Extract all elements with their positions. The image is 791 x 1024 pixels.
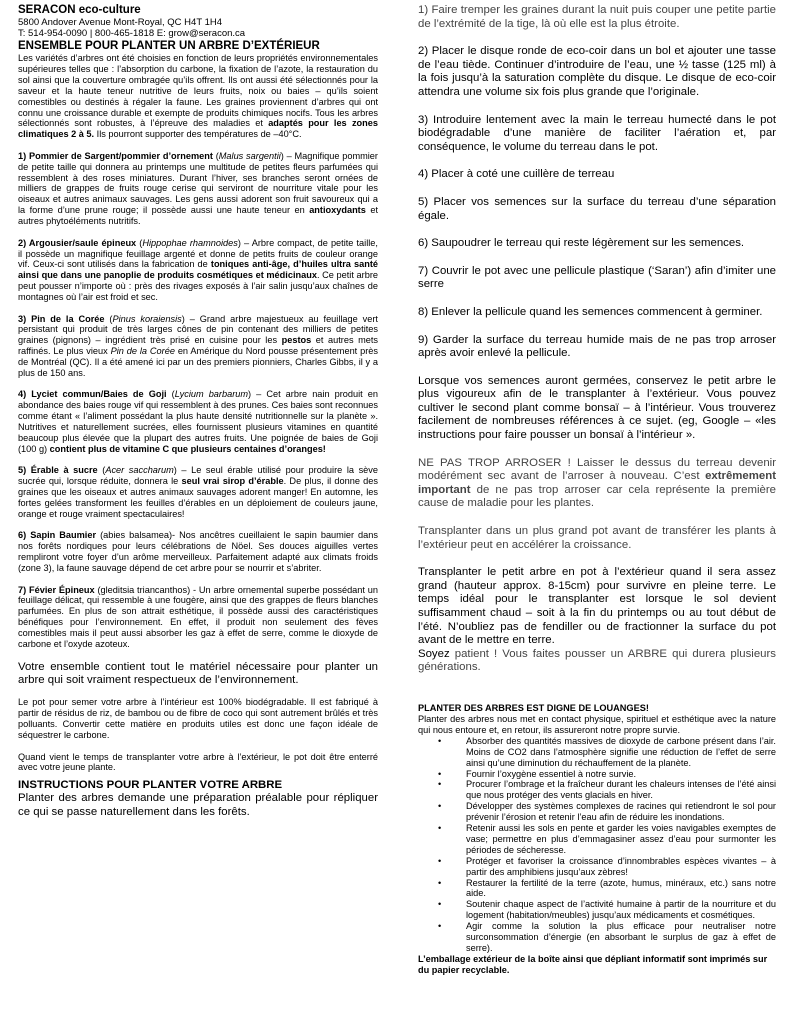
step-item: 1) Faire tremper les graines durant la nuit puis couper une petite partie de l’extrémité de la tige, là où elle est la plus étroite. — [418, 4, 776, 30]
left-column — [18, 4, 378, 819]
step-item: 3) Introduire lentement avec la main le terreau humecté dans le pot biodégradable d’une manière de faciliter l’aération et, par conséquence, le volume du terreau dans le pot. — [418, 113, 776, 153]
outdoor-transplant: Transplanter le petit arbre en pot à l’extérieur quand il sera assez grand (hauteur approx. 8-15cm) pour survivre en pleine terre. Le temps idéal pour le transplanter est lorsque le sol devient suffisamment chaud – soit à la fin du printemps ou au tout début de l’été. N’oubliez pas de fendiller ou de fractionner la surface du pot avant de le mettre en terre. — [418, 566, 776, 647]
tree-entry: 6) Sapin Baumier (abies balsamea)- Nos ancêtres cueillaient le sapin baumier dans nos forêts nordiques pour leurs célébrations de Nöel. Ses douces aiguilles vertes rempliront votre foyer d’un arôme merveilleux. Parfaitement adapté aux climats froids (zone 3), la faune sauvage dépend de cet arbre pour se nourrir et s’abriter. — [18, 530, 378, 574]
address: 5800 Andover Avenue Mont-Royal, QC H4T 1H4 — [18, 17, 223, 28]
list-item: • Absorber des quantités massives de dioxyde de carbone présent dans l’air. Moins de CO2 dans l’atmosphère signifie une réduction de l’effet de serre ainsi qu’une diminution du réchauffement de la planète. — [452, 736, 776, 769]
bonsai-paragraph: Lorsque vos semences auront germées, conservez le petit arbre le plus vigoureux afin de le transplanter à l’extérieur. Vous pouvez cultiver le second plant comme bonsaï – à l’intérieur. Vous trouverez facilement de nombreuses références à ce sujet. (eg, Google – «les instructions pour faire pousser un bonsaï à l’intérieur ». — [418, 374, 776, 442]
step-item: 6) Saupoudrer le terreau qui reste légèrement sur les semences. — [418, 237, 745, 250]
tree-entry: 5) Érable à sucre (Acer saccharum) – Le seul érable utilisé pour produire la sève sucrée qui, lorsque réduite, donnera le seul vrai sirop d’érable. De plus, il donne des graines que les oiseaux et autres animaux sauvages adorent manger! En automne, les fortes gelées transforment les feuilles d’érables en un déploiement de couleurs jaune, orange et rouge vraiment spectaculaires! — [18, 465, 378, 520]
list-item: • Restaurer la fertilité de la terre (azote, humus, minéraux, etc.) sans notre aide. — [452, 878, 776, 900]
list-item: • Procurer l’ombrage et la fraîcheur durant les chaleurs intenses de l’été ainsi que nous protéger des vents glacials en hiver. — [452, 779, 776, 801]
step-item: 4) Placer à coté une cuillère de terreau — [418, 168, 615, 181]
tree-entry: 2) Argousier/saule épineux (Hippophae rhamnoides) – Arbre compact, de petite taille, il possède un magnifique feuillage argenté et donne de petits fruits de couleur orange vif. Ceux-ci sont utilisés dans la fabrication de toniques anti-âge, d’huiles ultra santé ainsi que dans une panoplie de produits cosmétiques et médicinaux. Ce petit arbre peut pousser n’importe où : près des rivages exposés à l’air salin jusqu’aux chaînes de montagnes où l’air est froid et sec. — [18, 237, 379, 303]
pot-info: Le pot pour semer votre arbre à l’intérieur est 100% biodégradable. Il est fabriqué à partir de résidus de riz, de bambou ou de fibre de coco qui sont autrement brûlés et très polluants. Convertir cette matière en produits utiles est donc une façon idéale de séquestrer le carbone. — [18, 697, 378, 741]
tree-entry: 1) Pommier de Sargent/pommier d’ornement (Malus sargentii) – Magnifique pommier de petite taille qui donnera au printemps une multitude de petites fleurs parfumées qui ressemblent à des roses miniatures. Durant l’hiver, ses branches seront ornées de milliers de grappes de fruits rouge cerise qui serviront de nourriture vitale pour les oiseaux et autres animaux sauvages. Les gens aussi adorent son fruit savoureux qui a la forme d’une prune rouge; il possède aussi une haute teneur en antioxydants et autres phytoéléments nutritifs. — [18, 150, 378, 227]
list-item: • Agir comme la solution la plus efficace pour neutraliser notre surconsommation d’énergie (en absorbant le surplus de gaz à effet de serre). — [452, 921, 776, 954]
list-item: • Protéger et favoriser la croissance d’innombrables espèces vivantes – à partir des amphibiens jusqu’aux zèbres! — [452, 856, 776, 878]
praise-intro: Planter des arbres nous met en contact physique, spirituel et esthétique avec la nature qui nous entoure et, en retour, ils assureront notre propre survie. — [418, 713, 776, 735]
brand-name: SERACON eco-culture — [18, 4, 141, 16]
step-item: 2) Placer le disque ronde de eco-coir dans un bol et ajouter une tasse de l’eau tiède. Continuer d’introduire de l’eau, une ½ tasse (125 ml) à la fois jusqu’à la saturation complète du disque. Le disque de eco-coir attendra une volume six fois plus grande que l’originale. — [418, 45, 776, 98]
list-item: • Soutenir chaque aspect de l’activité humaine à partir de la nourriture et du logement (habitation/meubles) jusqu’aux médicaments et cosmétiques. — [452, 899, 776, 921]
step-item: 9) Garder la surface du terreau humide mais de ne pas trop arroser après avoir enlevé la pellicule. — [418, 333, 776, 360]
tree-entry: 7) Févier Épineux (gleditsia triancanthos) - Un arbre ornemental superbe possédant un feuillage délicat, qui ressemble à une fougère, ainsi que des grappes de fleurs blanches parfumées. En plus de son attrait esthétique, il possède aussi des caractéristiques bénéfiques pour l’environnement. En effet, il produit non seulement des fèves comestibles mais il peut aussi absorber les gaz à effet de serre, comme le dioxyde de carbone et l’oxyde azoteux. — [18, 584, 378, 650]
watering-warning: NE PAS TROP ARROSER ! Laisser le dessus du terreau devenir modérément sec avant de l’arroser à nouveau. C’est extrêmement important de ne pas trop arroser car cela représente la première cause de maladie pour les plantes. — [418, 456, 776, 510]
list-item: • Retenir aussi les sols en pente et garder les voies navigables exemptes de vase; permettre en plus d’emmagasiner assez d’eau pour surmonter les périodes de sécheresse. — [452, 823, 776, 856]
recycled-packaging-note: L’emballage extérieur de la boîte ainsi que dépliant informatif sont imprimés sur du papier recyclable. — [418, 953, 768, 975]
intro-paragraph: Les variétés d’arbres ont été choisies en fonction de leurs propriétés environnementales supérieures telles que : l’absorption du carbone, la fixation de l’azote, la restauration du sol ainsi que la couverture ombragée qu’ils offrent. Ils ont aussi été sélectionnés pour la saveur et la haute teneur nutritive de leurs fruits, noix ou baies – qu’ils soient comestibles ou destinés à régaler la faune. Les graines proviennent d’arbres qui ont connu une croissance durable et exempte de produits chimiques nocifs. Tous les arbres sélectionnés sont robustes, à l’épreuve des maladies et adaptés pour les zones climatiques 2 à 5. Ils pourront supporter des températures de –40°C. — [18, 53, 378, 140]
patience-note: Soyez patient ! Vous faites pousser un ARBRE qui durera plusieurs générations. — [418, 647, 776, 674]
tree-entry: 3) Pin de la Corée (Pinus koraiensis) – Grand arbre majestueux au feuillage vert persistant qui produit de très larges cônes de pin contenant des milliers de petites graines (pignons) – ingrédient très prisé en cuisine pour les pestos et autres mets raffinés. Le plus vieux Pin de la Corée en Amérique du Nord pousse présentement près de Montréal (QC). Il a été amené ici par un des premiers pionniers, Charles Gibbs, il y a plus de 150 ans. — [18, 313, 378, 379]
contact-line: T: 514-954-0090 | 800-465-1818 E: grow@seracon.ca — [18, 28, 246, 39]
list-item: • Développer des systèmes complexes de racines qui retiendront le sol pour prévenir l’érosion et retenir l’eau afin de réduire les inondations. — [452, 801, 776, 823]
transplant-note: Quand vient le temps de transplanter votre arbre à l’extérieur, le pot doit être enterré avec votre jeune plante. — [18, 751, 378, 773]
tree-entry: 4) Lyciet commun/Baies de Goji (Lycium barbarum) – Cet arbre nain produit en abondance des baies rouge vif qui ressemblent à des prunes. Ces baies sont reconnues comme étant « l’aliment possédant la plus haute densité nutritionnelle sur la planète ». Nutritives et naturellement sucrées, elles fournissent plusieurs vitamines en quantité beaucoup plus élevée que la plupart des autres fruits. Une poignée de baies de Goji (100 g) contient plus de vitamine C que plusieurs centaines d’oranges! — [18, 389, 378, 454]
list-item: • Fournir l’oxygène essentiel à notre survie. — [452, 769, 776, 780]
instructions-intro: Planter des arbres demande une préparation préalable pour répliquer ce qui se passe naturellement dans les forêts. — [18, 792, 378, 818]
kit-title: ENSEMBLE POUR PLANTER UN ARBRE D’EXTÉRIEUR — [18, 40, 320, 52]
benefits-list — [418, 736, 776, 954]
step-item: 8) Enlever la pellicule quand les semences commencent à germiner. — [418, 305, 763, 318]
bigger-pot-tip: Transplanter dans un plus grand pot avant de transférer les plants à l’extérieur peut en accélérer la croissance. — [418, 525, 776, 551]
right-column — [418, 4, 776, 976]
praise-title: PLANTER DES ARBRES EST DIGNE DE LOUANGES! — [418, 702, 649, 713]
instructions-title: INSTRUCTIONS POUR PLANTER VOTRE ARBRE — [18, 779, 283, 792]
step-item: 7) Couvrir le pot avec une pellicule plastique (‘Saran’) afin d’imiter une serre — [418, 264, 776, 291]
step-item: 5) Placer vos semences sur la surface du terreau d’une séparation égale. — [418, 195, 776, 222]
kit-contents: Votre ensemble contient tout le matériel nécessaire pour planter un arbre qui soit vraiment respectueux de l’environnement. — [18, 660, 378, 686]
